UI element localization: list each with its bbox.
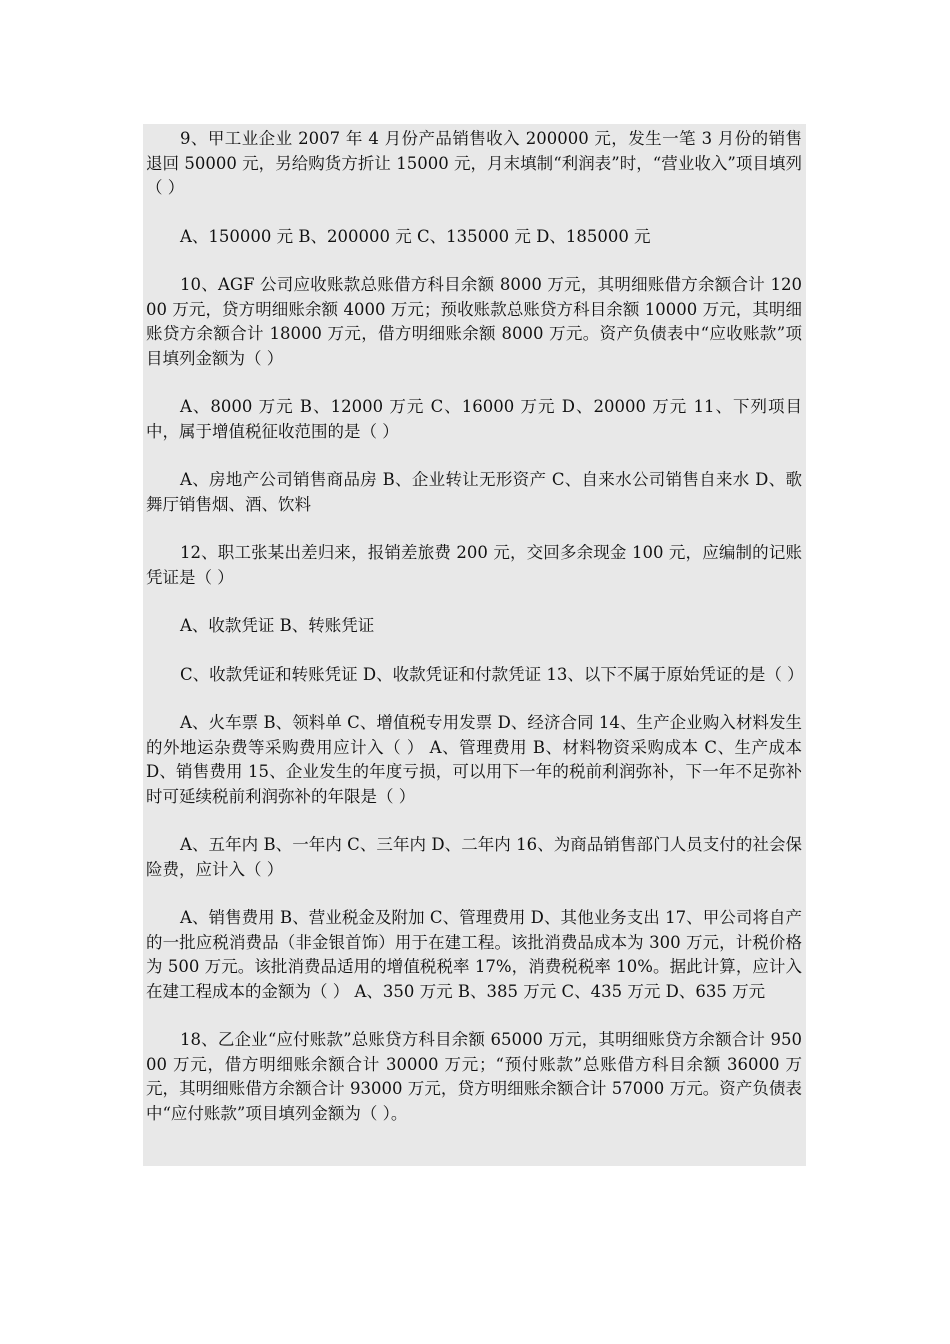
question-12-options-ab: A、收款凭证 B、转账凭证 [180, 616, 375, 635]
question-text-block [143, 124, 806, 1166]
question-13-options-questions-14-15: A、火车票 B、领料单 C、增值税专用发票 D、经济合同 14、生产企业购入材料发生的外地运杂费等采购费用应计入（ ） A、管理费用 B、材料物资采购成本 C、生产成本 D、销售费用 15、企业发生的年度亏损，可以用下一年的税前利润弥补，下一年不足弥补时可延续税前利润弥补的年限是（ ） [146, 713, 802, 806]
question-16-options-question-17: A、销售费用 B、营业税金及附加 C、管理费用 D、其他业务支出 17、甲公司将自产的一批应税消费品（非金银首饰）用于在建工程。该批消费品成本为 300 万元，计税价格为 500 万元。该批消费品适用的增值税税率 17%，消费税税率 10%。据此计算，应计入在建工程成本的金额为（ ） A、350 万元 B、385 万元 C、435 万元 D、635 万元 [146, 908, 802, 1001]
question-9-options: A、150000 元 B、200000 元 C、135000 元 D、185000 元 [180, 226, 651, 246]
question-12-options-cd-question-13: C、收款凭证和转账凭证 D、收款凭证和付款凭证 13、以下不属于原始凭证的是（ ） [180, 664, 804, 684]
question-12: 12、职工张某出差归来，报销差旅费 200 元，交回多余现金 100 元，应编制的记账凭证是（ ） [146, 543, 802, 587]
question-10: 10、AGF 公司应收账款总账借方科目余额 8000 万元，其明细账借方余额合计 12000 万元，贷方明细账余额 4000 万元；预收账款总账贷方科目余额 10000 万元，其明细账贷方余额合计 18000 万元，借方明细账余额 8000 万元。资产负债表中“应收账款”项目填列金额为（ ） [146, 275, 802, 368]
question-18: 18、乙企业“应付账款”总账贷方科目余额 65000 万元，其明细账贷方余额合计 95000 万元，借方明细账余额合计 30000 万元；“预付账款”总账借方科目余额 36000 万元，其明细账借方余额合计 93000 万元，贷方明细账余额合计 57000 万元。资产负债表中“应付账款”项目填列金额为（ ）。 [146, 1030, 802, 1123]
question-11-options: A、房地产公司销售商品房 B、企业转让无形资产 C、自来水公司销售自来水 D、歌舞厅销售烟、酒、饮料 [146, 470, 802, 514]
question-9: 9、甲工业企业 2007 年 4 月份产品销售收入 200000 元，发生一笔 3 月份的销售退回 50000 元，另给购货方折让 15000 元，月末填制“利润表”时，“营业收入”项目填列（ ） [146, 129, 802, 197]
question-15-options-question-16: A、五年内 B、一年内 C、三年内 D、二年内 16、为商品销售部门人员支付的社会保险费，应计入（ ） [146, 835, 802, 879]
question-10-options-question-11: A、8000 万元 B、12000 万元 C、16000 万元 D、20000 万元 11、下列项目中，属于增值税征收范围的是（ ） [146, 397, 802, 441]
